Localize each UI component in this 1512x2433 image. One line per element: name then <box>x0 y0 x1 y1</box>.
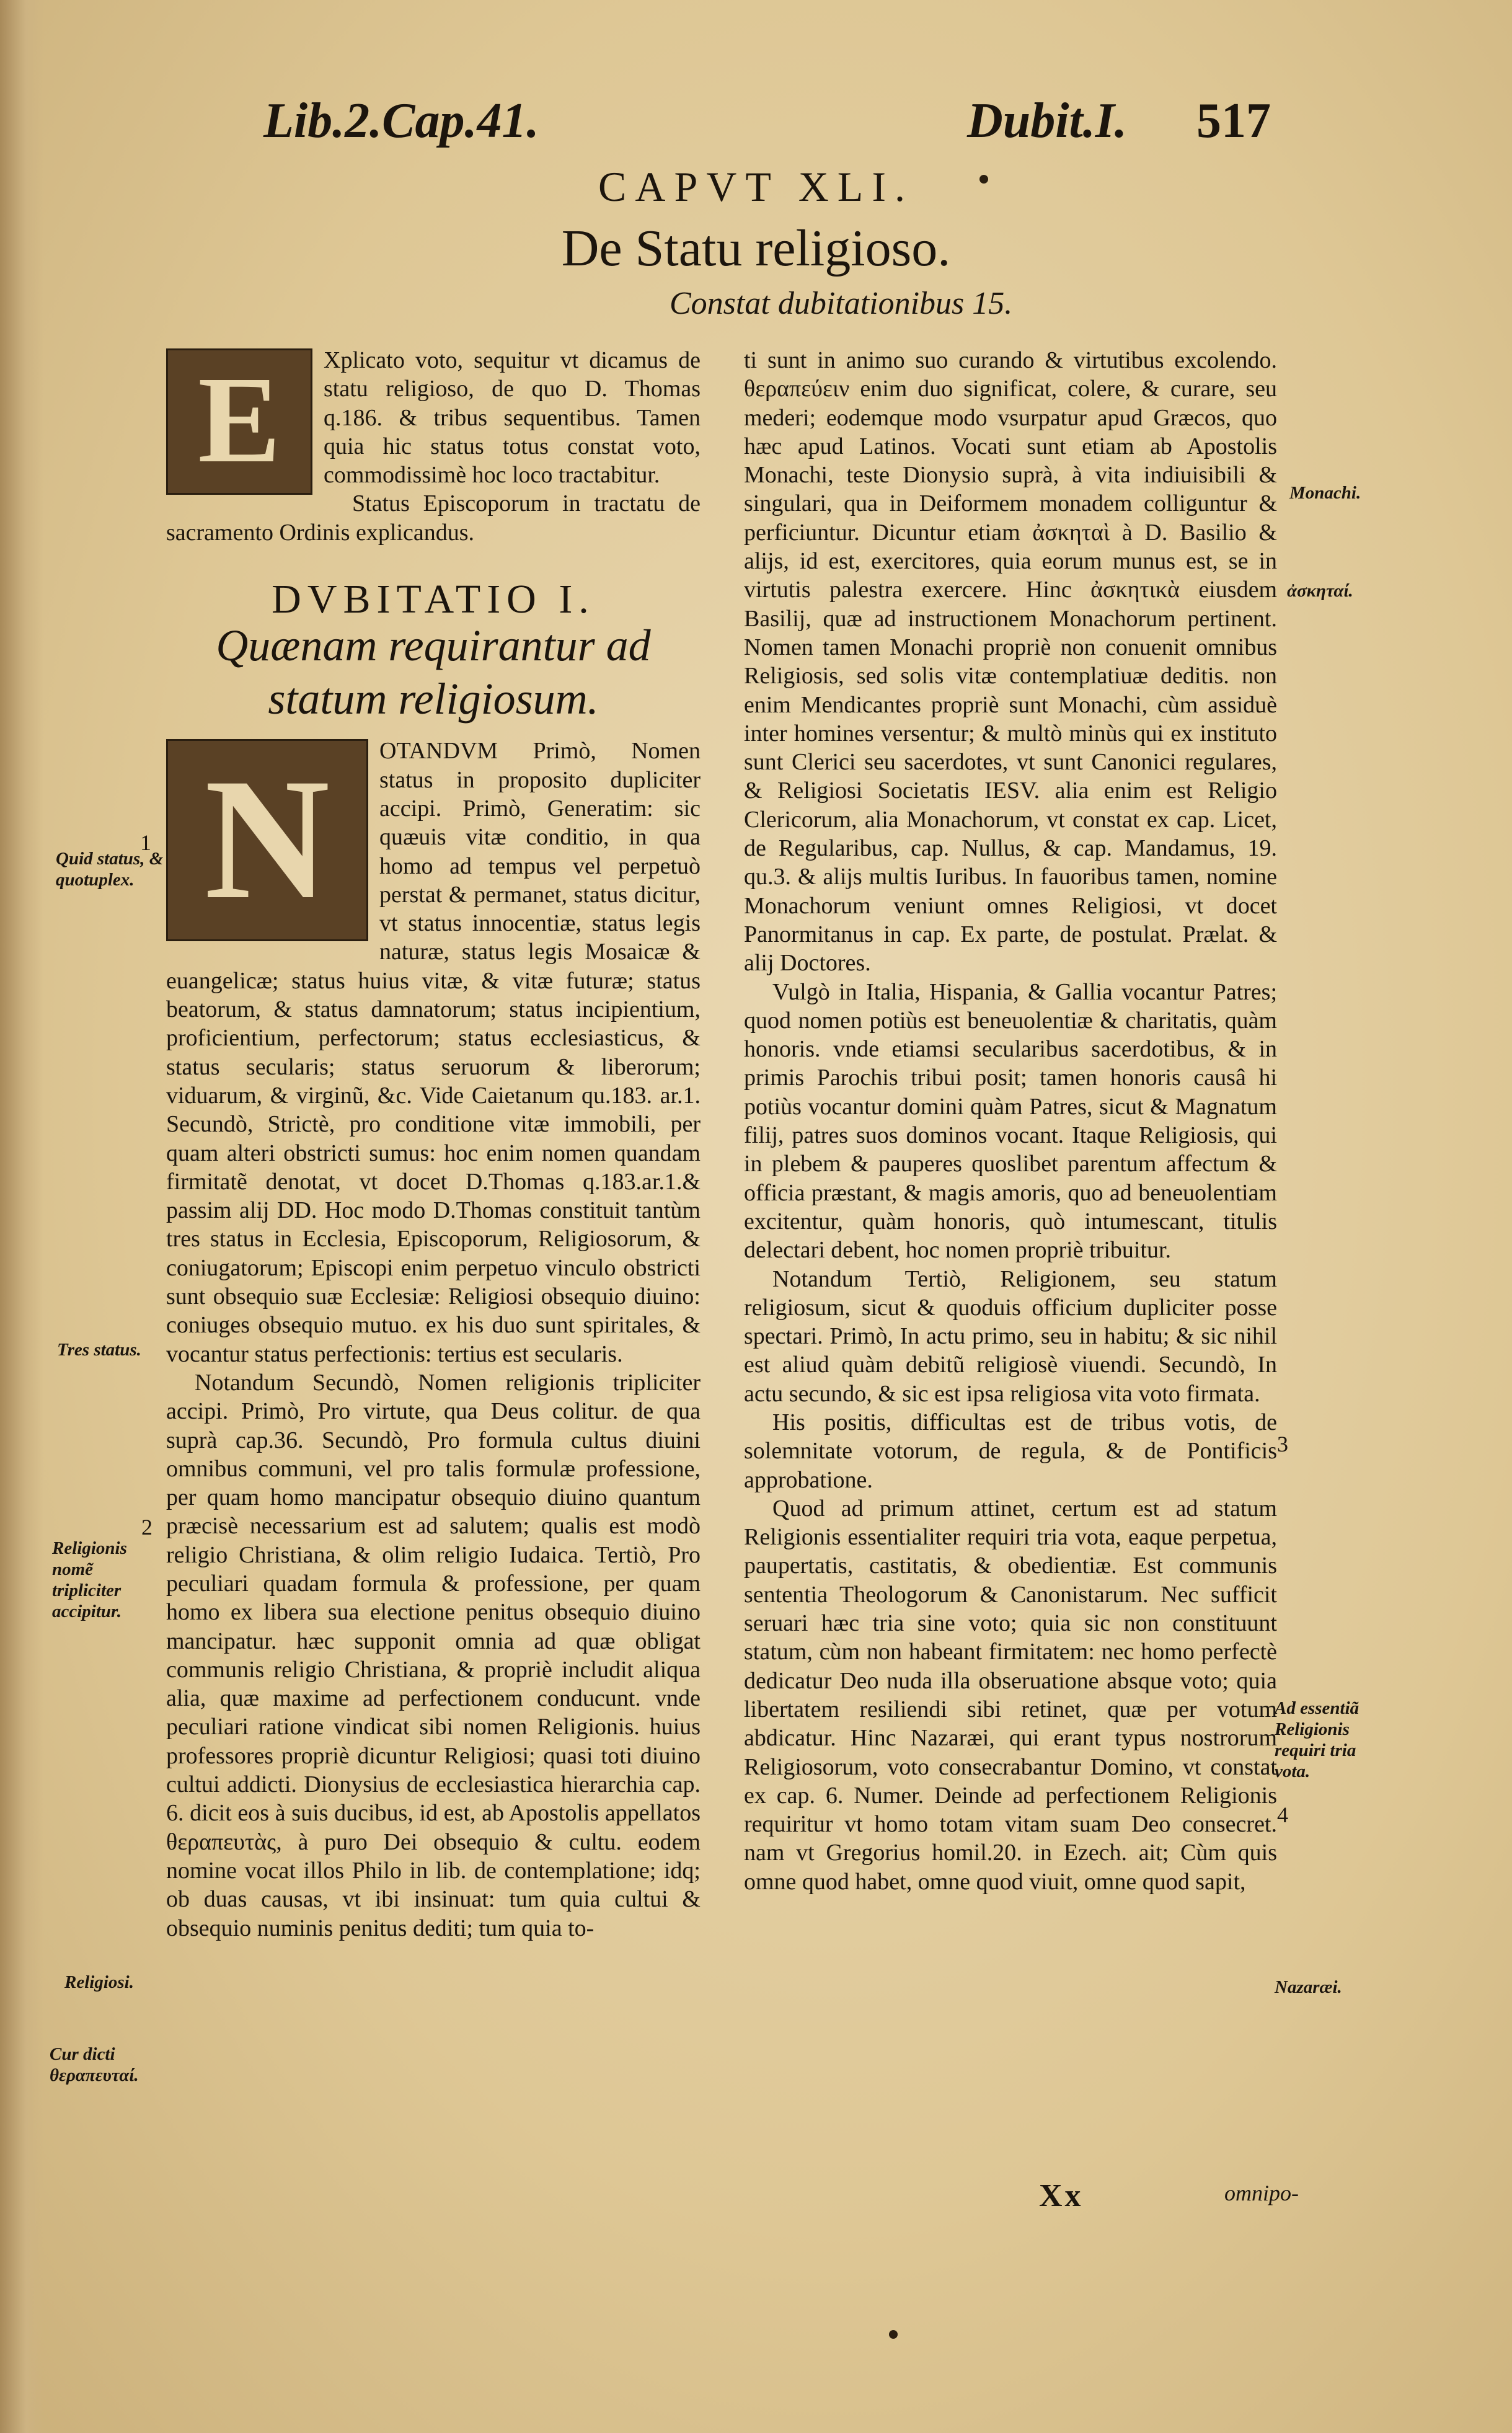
margin-note-monachi: Monachi. <box>1289 483 1361 503</box>
page-edge <box>0 0 43 2433</box>
dubitatio-question: Quænam requirantur ad statum religiosum. <box>216 621 651 724</box>
margin-number-4: 4 <box>1277 1802 1288 1827</box>
ink-spot <box>889 2330 898 2339</box>
margin-number-3: 3 <box>1277 1432 1288 1456</box>
paragraph-notandum-secundo: Notandum Secundò, Nomen religionis tripliciter accipi. Primò, Pro virtute, qua Deus colitur. de qua suprà cap.36. Secundò, Pro formula cultus diuini omnibus communi, vel pro talis formulæ professione, per quam homo mancipatur obsequio diuino quantum præcisè necessarium est ad salutem; qualis est modò religio Christiana, & olim religio Iudaica. Tertiò, Pro peculiari quadam formula & professione, per quam homo ex libera sua electione penitus obsequio diuino mancipatur. hæc supponit omnia ad quæ obligat communis religio Christiana, & propriè includit aliqua alia, quæ maxime ad perfectionem conducunt. vnde peculiari ratione vindicat sibi nomen Religionis. huius professores propriè dicuntur Religiosi; quasi toti diuino cultui addicti. Dionysius de ecclesiastica hierarchia cap. 6. dicit eos à suis ducibus, id est, ab Apostolis appellatos θεραπευτὰς, à puro Dei obsequio & cultu. eodem nomine vocat illos Philo in lib. de contemplatione; idq; ob duas causas, vt ibi insinuat: tum quia cultui & obsequio numinis penitus dediti; tum quia to- <box>166 1369 701 1941</box>
margin-note-nazaraei: Nazaræi. <box>1275 1977 1342 1997</box>
drop-cap-e: E <box>166 348 312 495</box>
margin-note-religionis: Religionis nomẽ tripliciter accipitur. <box>52 1538 127 1621</box>
paragraph-episcopi: Status Episcoporum in tractatu de sacramento Ordinis explicandus. <box>166 490 701 546</box>
paragraph-intro: E Xplicato voto, sequitur vt dicamus de statu religioso, de quo D. Thomas q.186. & tribus sequentibus. Tamen quia hic status totus constat voto, commodissimè hoc loco tractabitur. <box>166 346 701 489</box>
dubitatio-title: DVBITATIO I. <box>272 577 595 623</box>
chapter-title: CAPVT XLI. <box>598 163 914 210</box>
margin-note-cur-dicti: Cur dicti θεραπευταί. <box>50 2044 139 2085</box>
margin-number-2: 2 <box>141 1515 153 1540</box>
margin-note-ad-essentiam: Ad essentiã Religionis requiri tria vota. <box>1275 1698 1359 1781</box>
paragraph-his-positis: His positis, difficultas est de tribus votis, de solemnitate votorum, de regula, & de Pontificis approbatione. <box>744 1409 1277 1493</box>
catchword: omnipo- <box>1224 2181 1299 2205</box>
margin-number-1: 1 <box>140 830 151 855</box>
paragraph-quod-ad-primum: Quod ad primum attinet, certum est ad statum Religionis essentialiter requiri tria vota, eaque perpetua, paupertatis, castitatis, & obedientiæ. Est communis sententia Theologorum & Canonistarum. Nec sufficit seruari hæc tria sine voto; quia sic non constituunt statum, cùm non habeant firmitatem: nec homo perfectè dedicatur Deo nuda illa obseruatione absque voto; quia libertatem resiliendi sibi retinet, quæ per votum abdicatur. Hinc Nazaræi, qui erant typus nostrorum Religiosorum, voto consecrabantur Domino, vt constat ex cap. 6. Numer. Deinde ad perfectionem Religionis requiritur vt homo totam vitam suam Deo consecret. nam vt Gregorius homil.20. in Ezech. ait; Cùm quis omne quod habet, omne quod viuit, omne quod sapit, <box>744 1495 1277 1895</box>
chapter-subtitle: De Statu religioso. <box>561 219 951 277</box>
paragraph-notandum-tertio: Notandum Tertiò, Religionem, seu statum religiosum, sicut & quoduis officium dupliciter posse spectari. Primò, In actu primo, seu in habitu; & sic nihil est aliud quàm debitũ religiosè viuendi. Secundò, In actu secundo, & sic est ipsa religiosa vita voto firmata. <box>744 1265 1277 1407</box>
page-number: 517 <box>1196 94 1271 148</box>
margin-note-askitai: ἀσκηταί. <box>1287 581 1353 601</box>
running-head-chapter: Lib.2.Cap.41. <box>263 94 539 148</box>
chapter-note: Constat dubitationibus 15. <box>670 286 1013 321</box>
paragraph-patres: Vulgò in Italia, Hispania, & Gallia vocantur Patres; quod nomen potiùs est beneuolentiæ & charitatis, quàm honoris. vnde etiamsi secularibus sacerdotibus, & in primis Parochis tribui posit; tamen honoris causâ hi potiùs vocantur domini quàm Patres, sicut & Magnatum filij, patres suos dominos vocant. Itaque Religiosis, qui in plebem & pauperes quoslibet parentum affectum & officia præstant, & magis amoris, quo ad beneuolentiam excitentur, quàm honoris, quò intumescant, titulis delectari debent, hoc nomen propriè tribuitur. <box>744 978 1277 1264</box>
paragraph-notandum-primo: N OTANDVM Primò, Nomen status in proposito dupliciter accipi. Primò, Generatim: sic quæuis vitæ conditio, in qua homo ad tempus vel perpetuò perstat & permanet, status dicitur, vt status innocentiæ, status legis naturæ, status legis Mosaicæ & euangelicæ; status huius vitæ, & vitæ futuræ; status beatorum, & status damnatorum; status incipientium, proficientium, perfectorum; status ecclesiasticus, & status secularis; status seruorum & liberorum; viduarum, & virginũ, &c. Vide Caietanum qu.183. ar.1. Secundò, Strictè, pro conditione vitæ immobili, per quam alteri obstricti sumus: hoc enim nomen quandam firmitatẽ denotat, vt docet D.Thomas q.183.ar.1.& passim alij DD. Hoc modo D.Thomas constituit tantùm tres status in Ecclesia, Episcoporum, Religiosorum, & coniugatorum; Episcopi enim perpetuo vinculo obstricti sunt obsequio suæ Ecclesiæ: Religiosi obsequio diuino: coniuges obsequio mutuo. ex his duo sunt spiritales, & vocantur status perfectionis: tertius est secularis. <box>166 738 701 1367</box>
left-column <box>166 346 701 1943</box>
margin-note-quid-status: Quid status, & quotuplex. <box>56 849 164 890</box>
margin-note-tres-status: Tres status. <box>57 1340 141 1360</box>
ink-spot <box>979 175 988 184</box>
signature-mark: Xx <box>1039 2178 1084 2214</box>
margin-note-religiosi: Religiosi. <box>64 1972 134 1992</box>
drop-cap-n: N <box>166 739 368 941</box>
running-head-dubium: Dubit.I. <box>967 94 1127 148</box>
right-column <box>744 346 1277 1896</box>
paragraph-monachi: ti sunt in animo suo curando & virtutibus excolendo. θεραπεύειν enim duo significat, colere, & curare, seu mederi; eodemque modo vsurpatur apud Græcos, quo hæc apud Latinos. Vocati sunt etiam ab Apostolis Monachi, teste Dionysio suprà, à vita indiuisibili & singulari, qua in Deiformem monadem colliguntur & perficiuntur. Dicuntur etiam ἀσκηταὶ à D. Basilio & alijs, id est, exercitores, quia eorum munus est, se in virtutis palestra exercere. Hinc ἀσκητικὰ eiusdem Basilij, quæ ad instructionem Monachorum pertinent. Nomen tamen Monachi propriè non conuenit omnibus Religiosis, sed solis vitæ contemplatiuæ deditis. non enim Mendicantes propriè sunt Monachi, cùm assiduè inter homines versentur; & multò minùs qui ex instituto sunt Clerici seu sacerdotes, vt sunt Canonici regulares, & Religiosi Societatis IESV. alia enim est Religio Clericorum, alia Monachorum, vt constat ex cap. Licet, de Regularibus, cap. Nullus, & cap. Mandamus, 19. qu.3. & alijs multis Iuribus. In fauoribus tamen, nomine Monachorum veniunt omnes Religiosi, vt docet Panormitanus in cap. Ex parte, de postulat. Prælat. & alij Doctores. <box>744 347 1277 977</box>
